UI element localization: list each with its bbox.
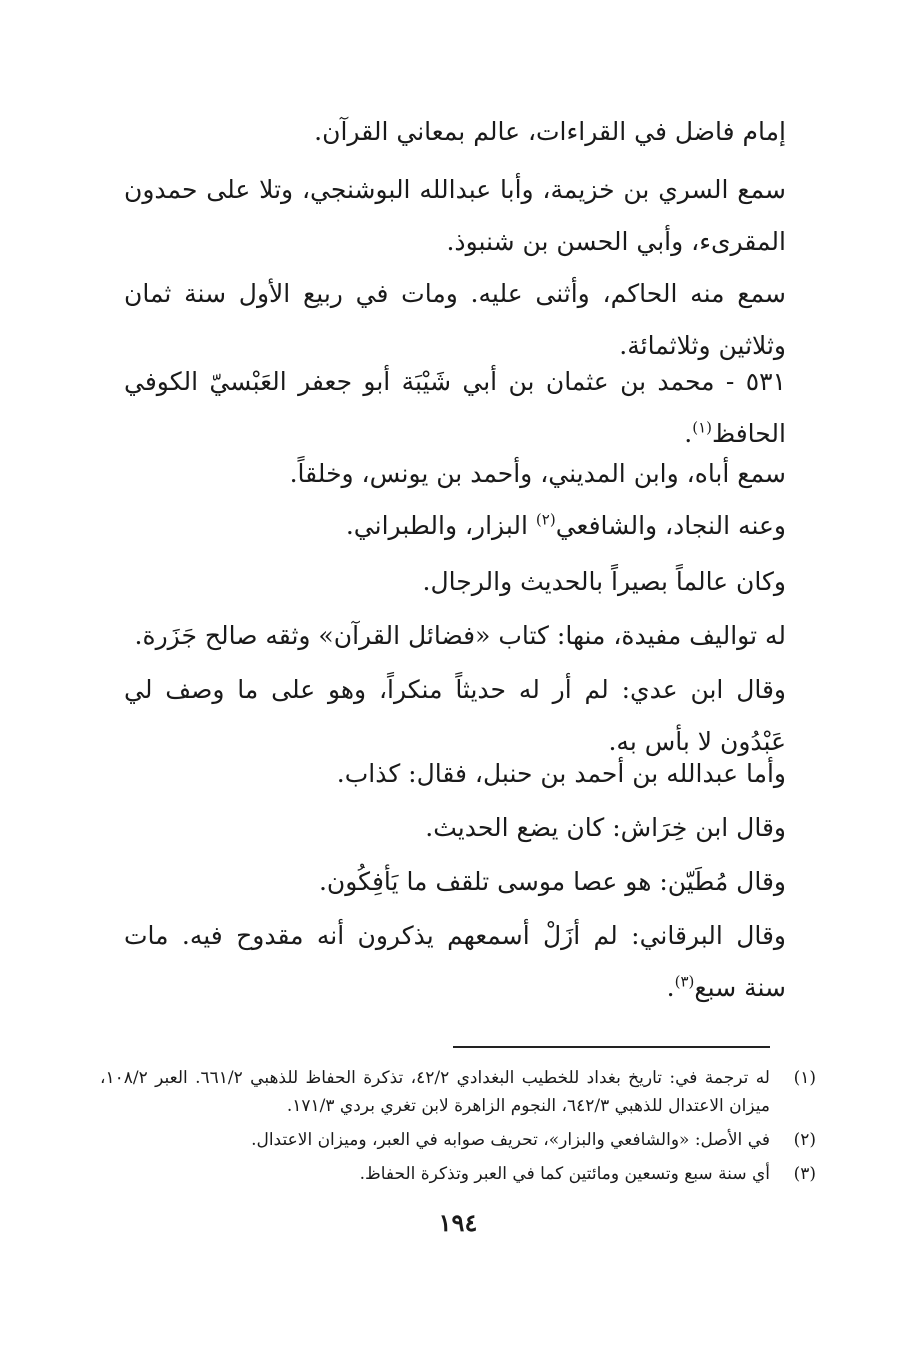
footnote-3 <box>100 1160 816 1188</box>
footnote-divider <box>453 1046 770 1048</box>
paragraph-ibn-khirash: وقال ابن خِرَاش: كان يضع الحديث. <box>425 813 786 842</box>
paragraph-abdullah: وأما عبدالله بن أحمد بن حنبل، فقال: كذاب. <box>336 759 786 788</box>
paragraph-teachers: سمع السري بن خزيمة، وأبا عبدالله البوشنجي، وتلا على حمدون المقرىء، وأبي الحسن بن شنبوذ. <box>124 175 786 256</box>
page-number: ١٩٤ <box>438 1208 478 1237</box>
paragraph-barqani <box>124 910 786 1014</box>
footnote-ref-1[interactable]: (١) <box>692 418 712 437</box>
footnote-3-text: أي سنة سبع وتسعين ومائتين كما في العبر وتذكرة الحفاظ. <box>359 1164 770 1184</box>
footnote-1-text: له ترجمة في: تاريخ بغداد للخطيب البغدادي ٤٢/٢، تذكرة الحفاظ للذهبي ٦٦١/٢. العبر ١٠٨/٢، ميزان الاعتدال للذهبي ٦٤٢/٣، النجوم الزاهرة لابن تغري بردي ١٧١/٣. <box>100 1068 770 1116</box>
footnote-1-number: (١) <box>793 1068 816 1088</box>
paragraph-narrators <box>124 500 786 552</box>
paragraph-intro: إمام فاضل في القراءات، عالم بمعاني القرآن. <box>314 117 786 146</box>
barqani-text: وقال البرقاني: لم أزَلْ أسمعهم يذكرون أنه مقدوح فيه. مات سنة سبع <box>124 921 786 1002</box>
footnote-2-number: (٢) <box>793 1130 816 1150</box>
biography-heading <box>124 356 786 460</box>
paragraph-knowledge: وكان عالماً بصيراً بالحديث والرجال. <box>422 567 786 596</box>
narrators-text-b: البزار، والطبراني. <box>345 511 536 540</box>
paragraph-ibn-adi: وقال ابن عدي: لم أر له حديثاً منكراً، وهو على ما وصف لي عَبْدُون لا بأس به. <box>124 675 786 756</box>
paragraph-heard-from: سمع أباه، وابن المديني، وأحمد بن يونس، وخلقاً. <box>289 459 786 488</box>
heading-period: . <box>684 419 693 448</box>
paragraph-death: سمع منه الحاكم، وأثنى عليه. ومات في ربيع الأول سنة ثمان وثلاثين وثلاثمائة. <box>124 279 786 360</box>
footnote-2 <box>100 1126 816 1154</box>
footnote-ref-3[interactable]: (٣) <box>674 972 695 991</box>
paragraph-mutayyan: وقال مُطَيّن: هو عصا موسى تلقف ما يَأفِكُون. <box>318 867 786 896</box>
biography-heading-text: ٥٣١ - محمد بن عثمان بن أبي شَيْبَة أبو جعفر العَبْسيّ الكوفي الحافظ <box>124 367 786 448</box>
footnote-2-text: في الأصل: «والشافعي والبزار»، تحريف صوابه في العبر، وميزان الاعتدال. <box>251 1130 770 1150</box>
barqani-period: . <box>666 973 675 1002</box>
footnote-3-number: (٣) <box>793 1164 816 1184</box>
footnote-ref-2[interactable]: (٢) <box>535 510 556 529</box>
footnote-1 <box>100 1064 816 1120</box>
paragraph-works: له تواليف مفيدة، منها: كتاب «فضائل القرآن» وثقه صالح جَزَرة. <box>134 621 786 650</box>
narrators-text-a: وعنه النجاد، والشافعي <box>555 511 786 540</box>
